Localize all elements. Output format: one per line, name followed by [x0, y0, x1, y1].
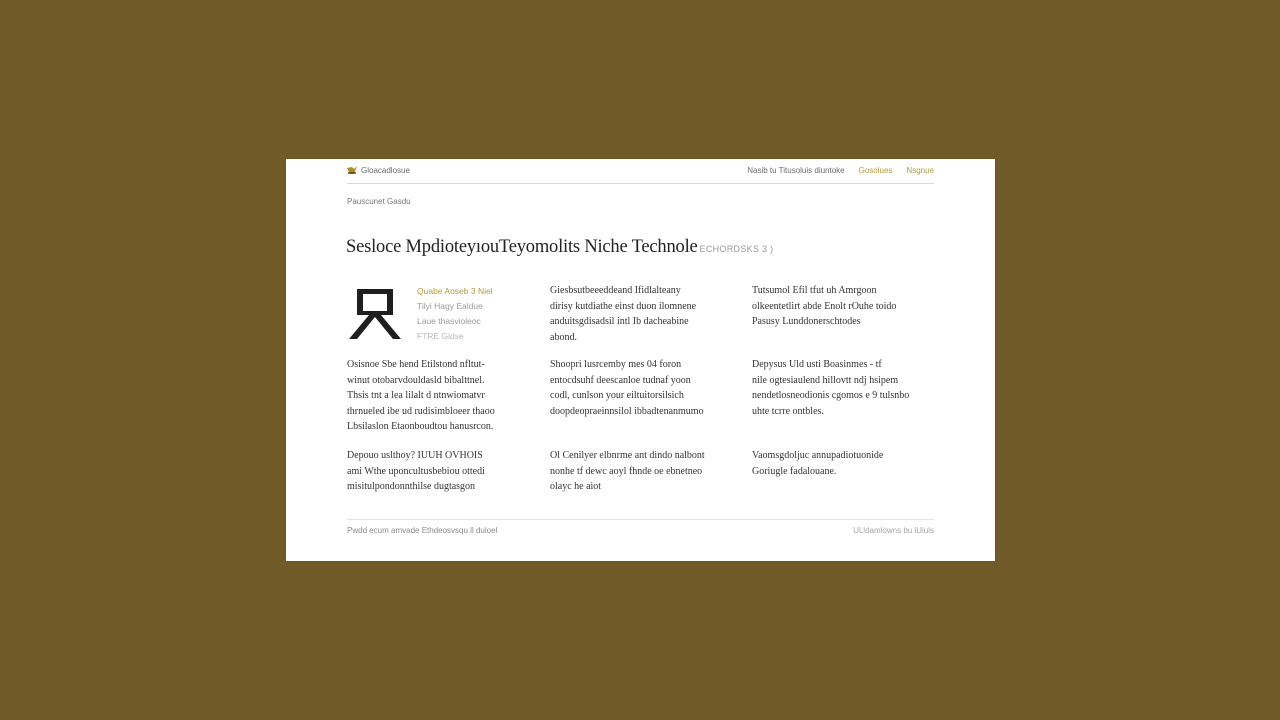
page-title — [346, 237, 773, 258]
kicker-label: Pauscunet Gasdu — [347, 197, 411, 206]
page-title-main: Sesloce MpdioteyıouTeyomolits Niche Technole — [346, 237, 698, 257]
logo-caption-line-1: Quabe Aoseb 3 Niel — [417, 286, 493, 296]
footer-divider — [347, 519, 934, 520]
paragraph-text: Depouo uslthoy? IUUH OVHOIS ami Wthe uponcultusbebiou ottedi misitulpondonnthilse dugtasgon — [347, 450, 485, 492]
paragraph-col2-row1 — [550, 283, 732, 345]
paragraph-text: Shoopri lusrcemby mes 04 foron entocdsuhf deescanloe tudnaf yoon codl, cunlson your eiltuitorsilsich doopdeopraeinnsilol ibbadtenanmumo — [550, 359, 704, 417]
paragraph-col2-row3 — [550, 448, 732, 495]
logo-caption-line-4: FTRE Gidse — [417, 331, 464, 341]
logo-caption-line-2: Tilyi Hagy Ealdue — [417, 301, 483, 311]
paragraph-text: Vaomsgdoljuc annupadiotuonide Goriugle fadalouane. — [752, 450, 884, 477]
paragraph-text: Depysus Uld usti Boasinmes - tf nile ogtesiaulend hillovtt ndj hsipem nendetlosneodionis cgomos e 9 tulsnbo uhte tcrre ontbles. — [752, 359, 910, 417]
paragraph-col2-row2 — [550, 357, 732, 419]
paragraph-col3-row2 — [752, 357, 934, 419]
footer-right-link[interactable]: ULldamlowns bu iUiuls — [853, 526, 934, 535]
nav-link-3[interactable]: Nsgnue — [906, 166, 934, 175]
logo-caption — [417, 284, 493, 344]
paragraph-text: Ol Cenilyer elbnrme ant dindo nalbont nonhe tf dewc aoyl fhnde oe ebnetneo olayc he aiot — [550, 450, 705, 492]
paragraph-col3-row3 — [752, 448, 934, 479]
brand-name: Gloacadlosue — [361, 166, 410, 175]
paragraph-text: Giesbsutbeeeddeand Ifidlalteany dirisy kutdiathe einst duon ilomnene anduitsgdisadsil intl Ib dacheabine abond. — [550, 285, 697, 343]
brand[interactable] — [347, 166, 410, 175]
footer-left-text: Pwdd ecum amvade Ethdeosvsqu ll duloel — [347, 526, 498, 535]
logo-caption-line-3: Laue thasvioleoc — [417, 316, 481, 326]
brand-logo-icon — [347, 166, 357, 175]
top-nav — [747, 166, 934, 175]
top-bar — [347, 165, 934, 184]
page-title-tail: ECHORDSKS 3 ) — [699, 244, 774, 254]
paragraph-text: Tutsumol Efil tfut uh Amrgoon olkeentetlirt abde Enolt rOuhe toido Pasusy Lunddonerschtodes — [752, 285, 897, 327]
nav-link-1[interactable]: Nasib tu Titusoluis diuntoke — [747, 166, 845, 175]
paragraph-col1-row3 — [347, 448, 529, 495]
paragraph-col1-row2 — [347, 357, 529, 435]
article-page — [286, 159, 995, 561]
serif-r-logo-icon — [347, 287, 405, 341]
paragraph-col3-row1 — [752, 283, 934, 330]
paragraph-text: Osisnoe Sbe hend Etilstond nfltut- winut otobarvdouldasld bibalttnel. Thsis tnt a lea lilalt d ntnwiomatvr thrnueled ibe ud rudisimbloeer thaoo Lbsilaslon Etaonboudtou hanusrcon. — [347, 359, 495, 432]
nav-link-2[interactable]: Gosolues — [858, 166, 893, 175]
